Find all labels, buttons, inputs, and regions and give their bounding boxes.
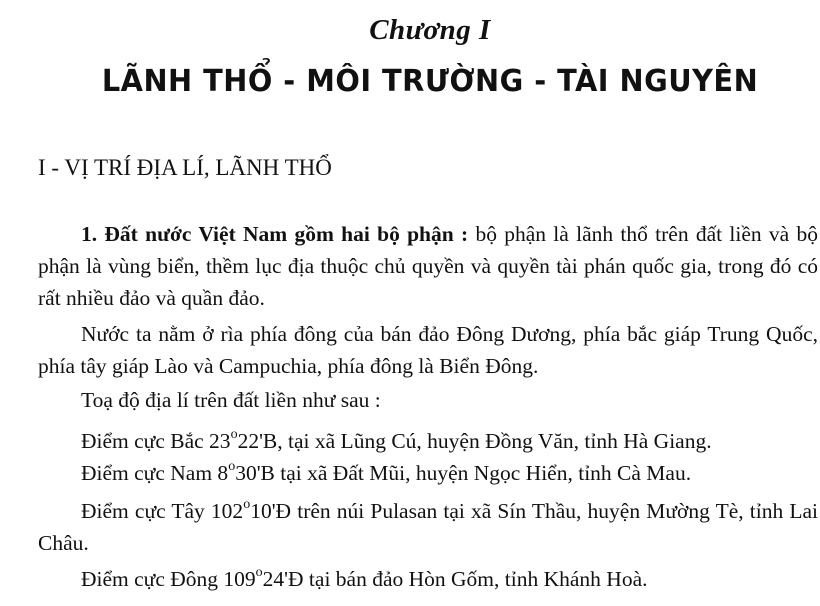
coordinate-south-prefix: Điểm cực Nam 8 <box>81 461 229 485</box>
coordinate-north <box>81 425 712 457</box>
coordinate-south-rest: 30'B tại xã Đất Mũi, huyện Ngọc Hiển, tỉnh Cà Mau. <box>235 461 692 485</box>
coordinate-east-rest: 24'Đ tại bán đảo Hòn Gốm, tỉnh Khánh Hoà. <box>262 567 648 591</box>
coordinate-east <box>81 563 648 595</box>
coordinate-west <box>38 495 818 559</box>
coordinate-west-rest: 10'Đ trên núi Pulasan tại xã Sín Thầu, huyện Mường Tè, tỉnh Lai Châu. <box>38 499 818 555</box>
coordinate-south <box>81 457 691 489</box>
section-heading: I - VỊ TRÍ ĐỊA LÍ, LÃNH THỔ <box>38 155 332 180</box>
degree-symbol: o <box>230 426 238 442</box>
degree-symbol: o <box>255 564 263 580</box>
chapter-label: Chương I <box>369 14 491 46</box>
degree-symbol: o <box>243 496 251 512</box>
coordinate-north-prefix: Điểm cực Bắc 23 <box>81 429 231 453</box>
paragraph-location: Nước ta nằm ở rìa phía đông của bán đảo Đông Dương, phía bắc giáp Trung Quốc, phía tây giáp Lào và Campuchia, phía đông là Biển Đông. <box>38 322 818 378</box>
coordinate-north-rest: 22'B, tại xã Lũng Cú, huyện Đồng Văn, tỉnh Hà Giang. <box>237 429 712 453</box>
paragraph-lead: 1. Đất nước Việt Nam gồm hai bộ phận : <box>81 222 469 246</box>
paragraph-two-parts <box>38 218 818 314</box>
coordinate-west-prefix: Điểm cực Tây 102 <box>81 499 244 523</box>
degree-symbol: o <box>228 458 236 474</box>
chapter-title: LÃNH THỔ - MÔI TRƯỜNG - TÀI NGUYÊN <box>101 64 759 99</box>
paragraph-body: bộ phận là lãnh thổ trên đất liền và bộ phận là vùng biển, thềm lục địa thuộc chủ quyền và quyền tài phán quốc gia, trong đó có rất nhiều đảo và quần đảo. <box>38 222 818 310</box>
coordinate-east-prefix: Điểm cực Đông 109 <box>81 567 256 591</box>
paragraph-coordinates-intro: Toạ độ địa lí trên đất liền như sau : <box>81 388 381 412</box>
